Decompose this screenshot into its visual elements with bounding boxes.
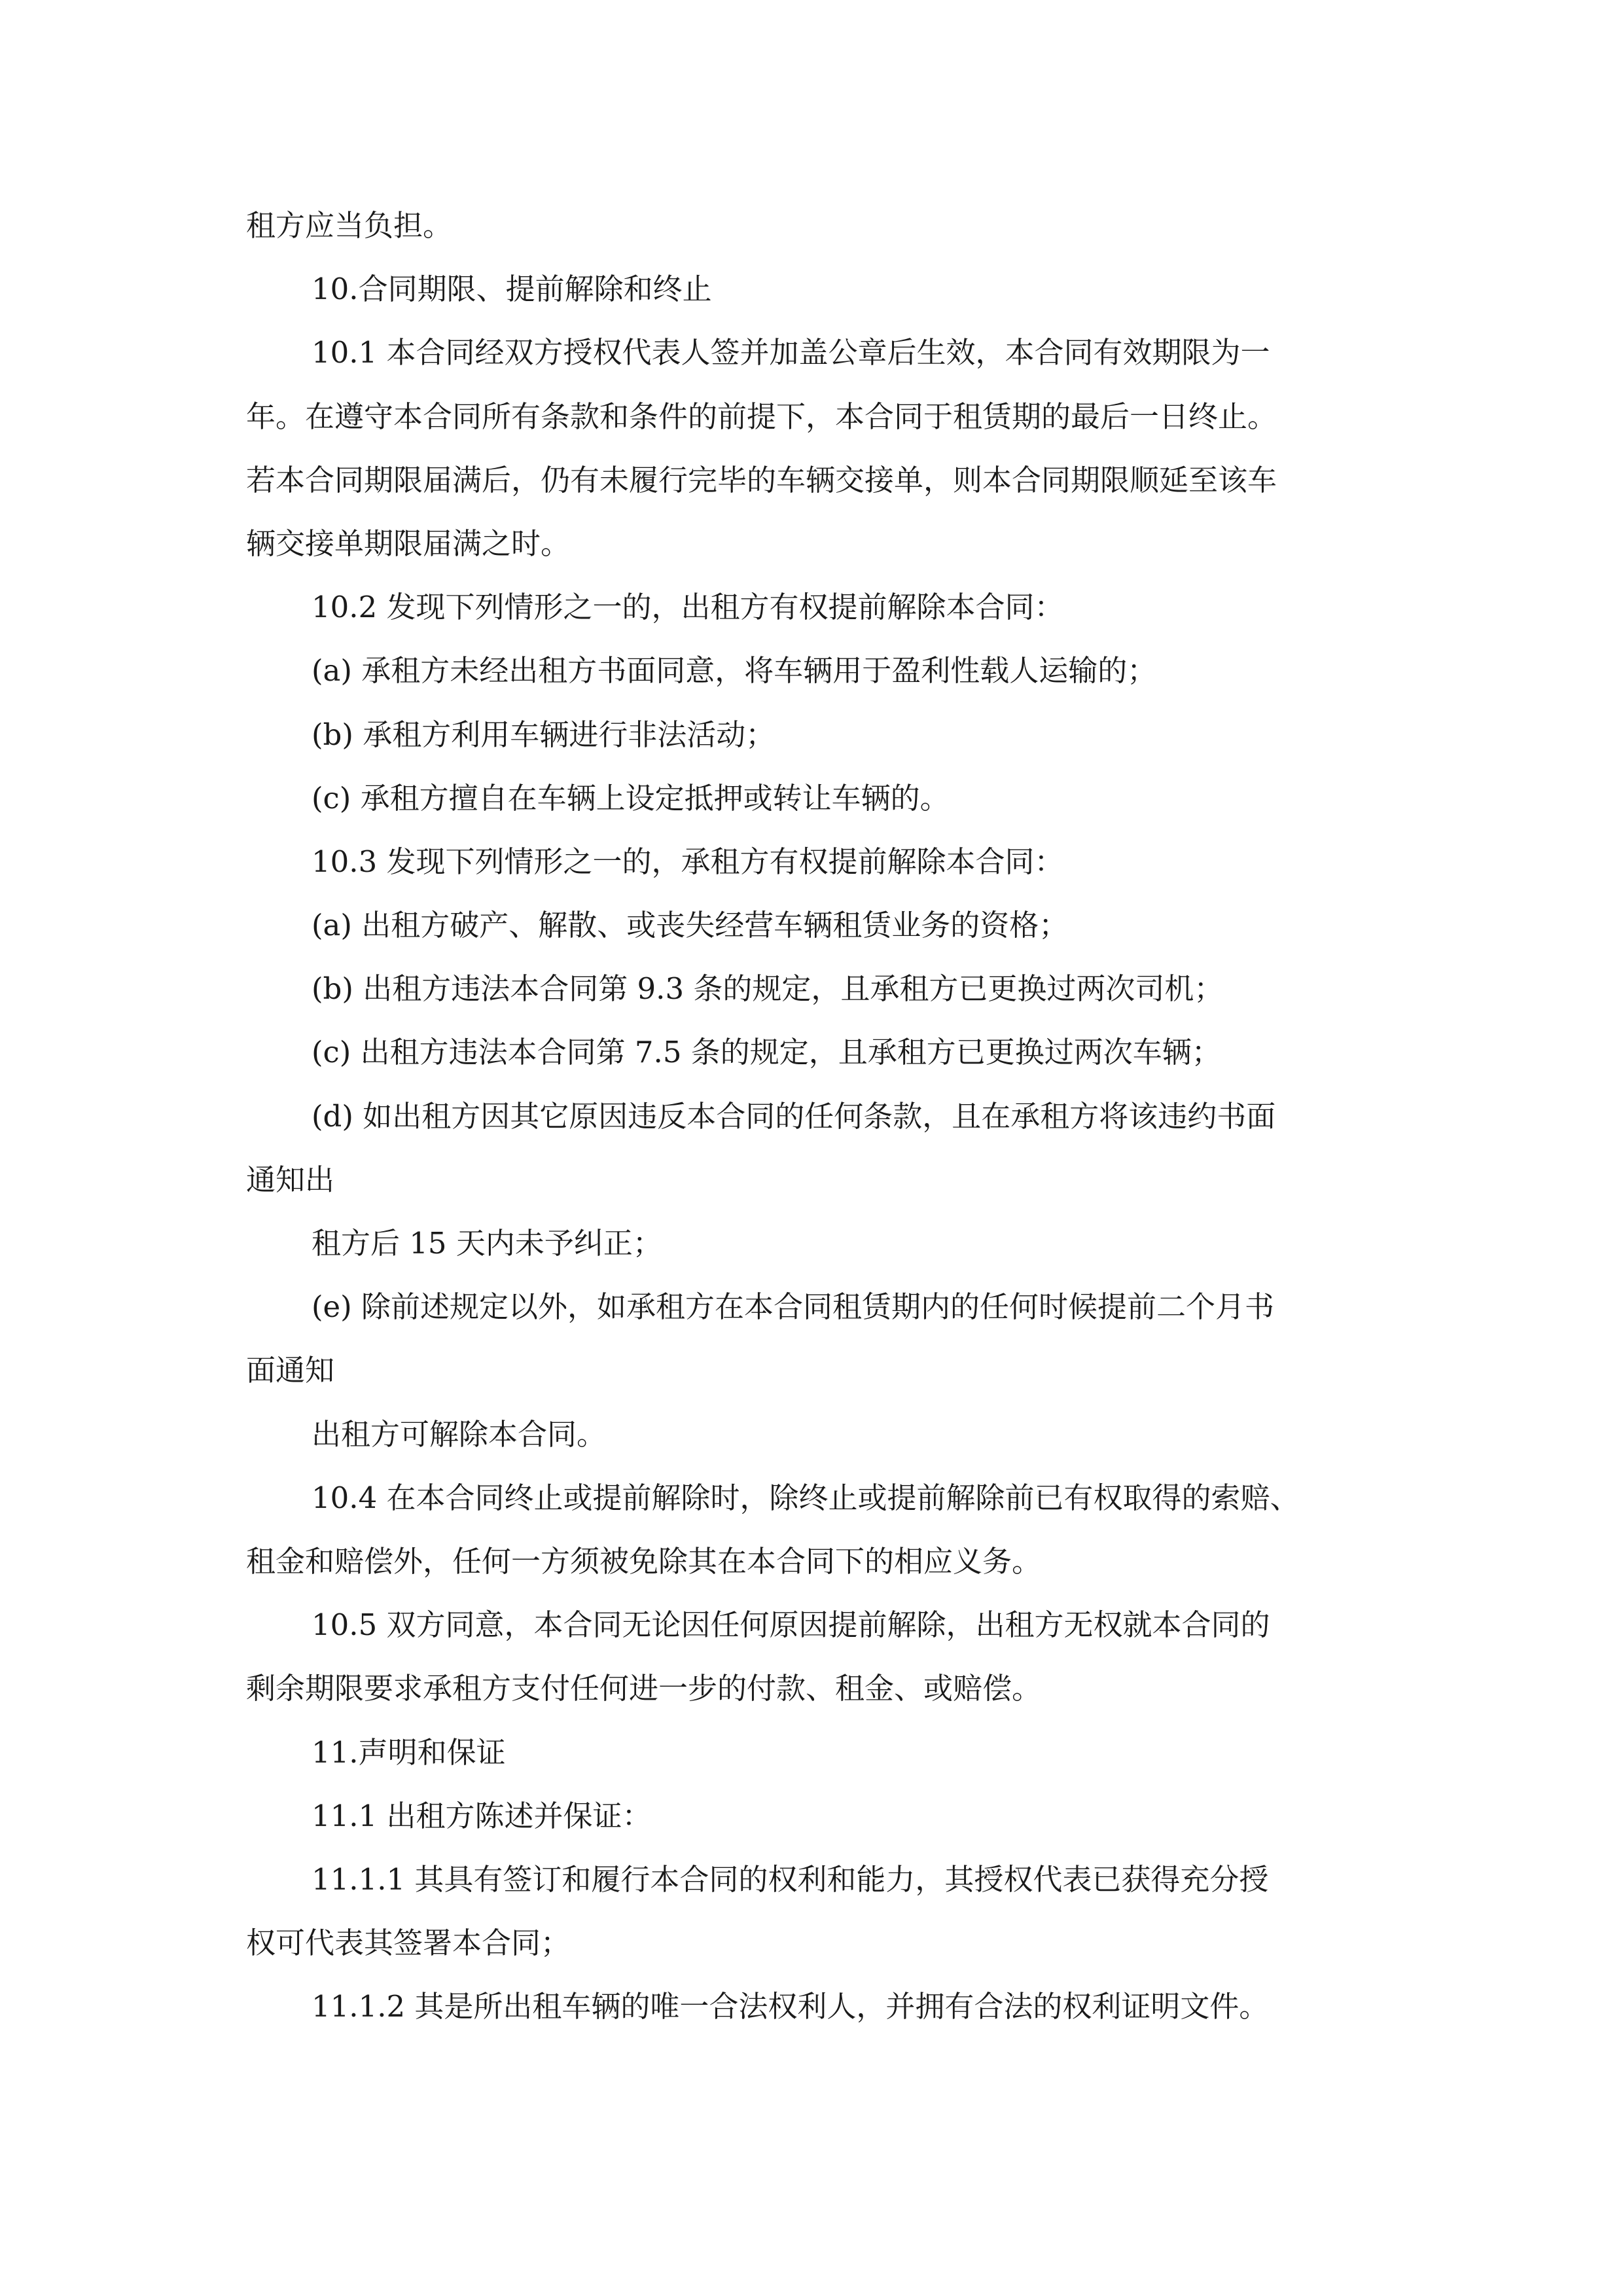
text-line: 剩余期限要求承租方支付任何进一步的付款、租金、或赔偿。 (246, 1671, 1042, 1706)
list-item: (b) 出租方违法本合同第 9.3 条的规定，且承租方已更换过两次司机； (312, 971, 1224, 1007)
list-item: (a) 出租方破产、解散、或丧失经营车辆租赁业务的资格； (312, 908, 1069, 943)
text-line: 出租方可解除本合同。 (312, 1416, 607, 1452)
list-item: (c) 出租方违法本合同第 7.5 条的规定，且承租方已更换过两次车辆； (312, 1035, 1221, 1070)
text-line: 辆交接单期限届满之时。 (246, 526, 571, 561)
text-line: 若本合同期限届满后，仍有未履行完毕的车辆交接单，则本合同期限顺延至该车 (246, 462, 1277, 497)
list-item: (c) 承租方擅自在车辆上设定抵押或转让车辆的。 (312, 780, 950, 816)
section-heading: 10.合同期限、提前解除和终止 (312, 272, 712, 307)
text-line: 通知出 (246, 1162, 335, 1197)
text-line: 10.4 在本合同终止或提前解除时，除终止或提前解除前已有权取得的索赔、 (312, 1480, 1300, 1515)
text-line: 租方应当负担。 (246, 208, 453, 243)
list-item: (d) 如出租方因其它原因违反本合同的任何条款，且在承租方将该违约书面 (312, 1098, 1276, 1134)
text-line: 年。在遵守本合同所有条款和条件的前提下，本合同于租赁期的最后一日终止。 (246, 399, 1277, 434)
list-item: (e) 除前述规定以外，如承租方在本合同租赁期内的任何时候提前二个月书 (312, 1289, 1275, 1325)
text-line: 11.1.2 其是所出租车辆的唯一合法权利人，并拥有合法的权利证明文件。 (312, 1989, 1269, 2024)
text-line: 11.1.1 其具有签订和履行本合同的权利和能力，其授权代表已获得充分授 (312, 1861, 1269, 1897)
text-line: 10.1 本合同经双方授权代表人签并加盖公章后生效，本合同有效期限为一 (312, 335, 1270, 370)
text-line: 10.2 发现下列情形之一的，出租方有权提前解除本合同： (312, 590, 1064, 625)
list-item: (a) 承租方未经出租方书面同意，将车辆用于盈利性载人运输的； (312, 653, 1157, 689)
text-line: 面通知 (246, 1353, 335, 1388)
text-line: 10.5 双方同意，本合同无论因任何原因提前解除，出租方无权就本合同的 (312, 1607, 1270, 1643)
text-line: 11.1 出租方陈述并保证： (312, 1798, 652, 1833)
section-heading: 11.声明和保证 (312, 1734, 506, 1770)
text-line: 租金和赔偿外，任何一方须被免除其在本合同下的相应义务。 (246, 1543, 1042, 1579)
list-item: (b) 承租方利用车辆进行非法活动； (312, 717, 776, 752)
text-line: 10.3 发现下列情形之一的，承租方有权提前解除本合同： (312, 844, 1064, 879)
text-line: 权可代表其签署本合同； (246, 1926, 571, 1961)
text-line: 租方后 15 天内未予纠正； (312, 1226, 662, 1261)
contract-body (246, 194, 1378, 2038)
